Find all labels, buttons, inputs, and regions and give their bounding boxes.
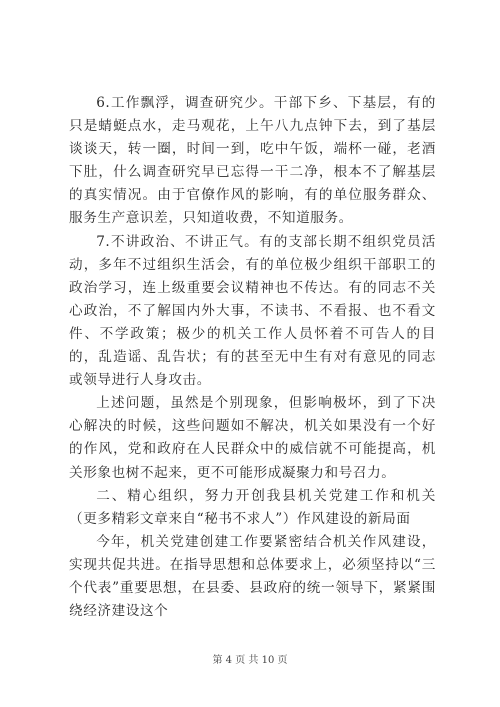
paragraph-item-6: 6.工作飘浮，调查研究少。干部下乡、下基层，有的只是蜻蜓点水，走马观花，上午八九点钟下去，到了基层谈谈天，转一圈，时间一到，吃中午饭，端杯一碰，老酒下肚，什么调查研究早已忘得一干二净，根本不了解基层的真实情况。由于官僚作风的影响，有的单位服务群众、服务生产意识差，只知道收费，不知道服务。 <box>69 95 436 227</box>
document-body <box>69 92 436 623</box>
section-heading-2: 二、精心组织，努力开创我县机关党建工作和机关（更多精彩文章来自“秘书不求人”）作风建设的新局面 <box>69 487 436 527</box>
paragraph-this-year: 今年，机关党建创建工作要紧密结合机关作风建设，实现共促共进。在指导思想和总体要求上，必须坚持以“三个代表”重要思想，在县委、县政府的统一领导下，紧紧围绕经济建设这个 <box>69 533 436 620</box>
paragraph-item-7: 7.不讲政治、不讲正气。有的支部长期不组织党员活动，多年不过组织生活会，有的单位极少组织干部职工的政治学习，连上级重要会议精神也不传达。有的同志不关心政治，不了解国内外大事，不读书、不看报、也不看文件、不学政策；极少的机关工作人员怀着不可告人的目的，乱造谣、乱告状；有的甚至无中生有对有意见的同志或领导进行人身攻击。 <box>69 233 436 389</box>
page-footer: 第 4 页 共 10 页 <box>212 655 288 666</box>
paragraph-summary: 上述问题，虽然是个别现象，但影响极坏，到了下决心解决的时候，这些问题如不解决，机关如果没有一个好的作风，党和政府在人民群众中的威信就不可能提高，机关形象也树不起来，更不可能形成凝聚力和号召力。 <box>69 395 436 481</box>
